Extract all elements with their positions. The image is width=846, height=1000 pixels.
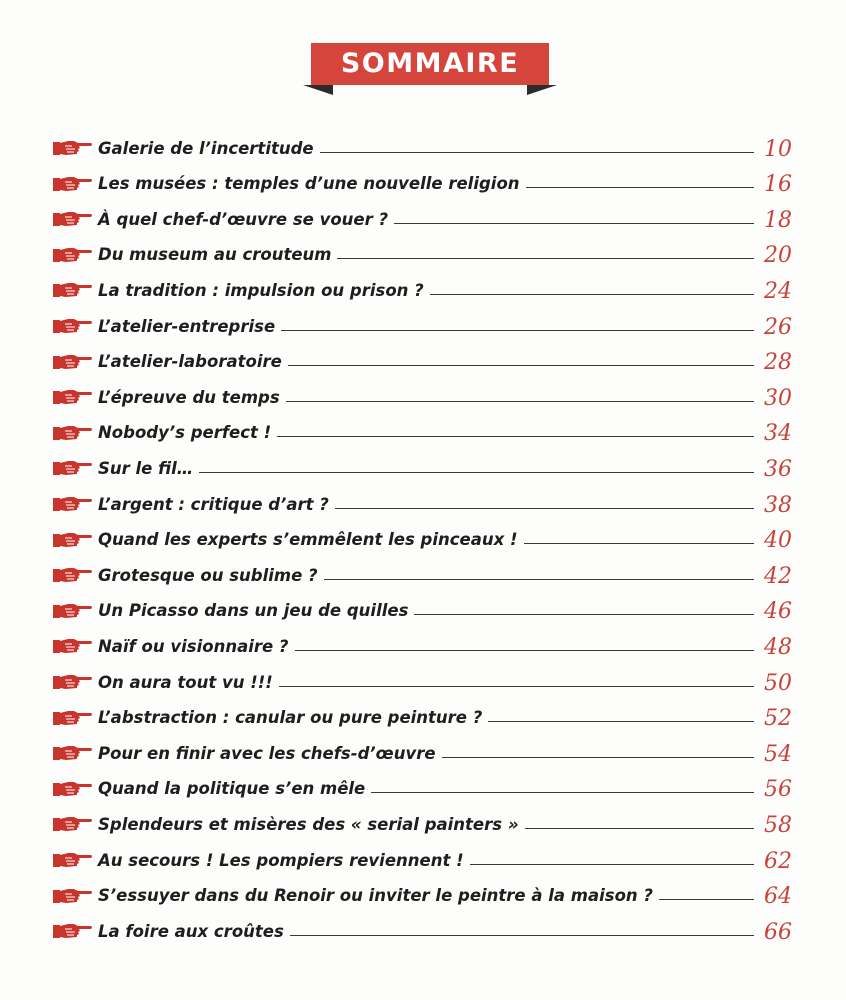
toc-leader-line — [659, 899, 754, 900]
toc-leader-line — [394, 223, 754, 224]
toc-leader-line — [286, 401, 754, 402]
toc-entry-title: Splendeurs et misères des « serial painters » — [98, 814, 519, 834]
toc-entry — [52, 846, 792, 874]
toc-entry — [52, 490, 792, 518]
toc-entry-title: Nobody’s perfect ! — [98, 423, 272, 443]
toc-leader-line — [290, 935, 754, 936]
toc-entry — [52, 134, 792, 162]
toc-entry-title: L’atelier-laboratoire — [98, 352, 282, 372]
pointing-hand-icon — [52, 529, 94, 549]
toc-page-number: 26 — [764, 314, 792, 340]
toc-entry — [52, 882, 792, 910]
toc-leader-line — [430, 294, 754, 295]
toc-page-number: 28 — [764, 350, 792, 376]
toc-entry — [52, 383, 792, 411]
pointing-hand-icon — [52, 279, 94, 299]
pointing-hand-icon — [52, 315, 94, 335]
toc-entry — [52, 704, 792, 732]
toc-entry-title: L’épreuve du temps — [98, 387, 280, 407]
pointing-hand-icon — [52, 564, 94, 584]
toc-page-number: 50 — [764, 670, 792, 696]
toc-entry — [52, 241, 792, 269]
toc-leader-line — [279, 686, 754, 687]
toc-entry — [52, 348, 792, 376]
toc-leader-line — [414, 614, 754, 615]
pointing-hand-icon — [52, 422, 94, 442]
toc-entry — [52, 419, 792, 447]
toc-page-number: 46 — [764, 599, 792, 625]
toc-entry-title: Naïf ou visionnaire ? — [98, 636, 289, 656]
pointing-hand-icon — [52, 457, 94, 477]
toc-entry-title: Grotesque ou sublime ? — [98, 565, 318, 585]
pointing-hand-icon — [52, 813, 94, 833]
toc-entry-title: La tradition : impulsion ou prison ? — [98, 280, 424, 300]
pointing-hand-icon — [52, 351, 94, 371]
toc-entry — [52, 170, 792, 198]
pointing-hand-icon — [52, 778, 94, 798]
toc-entry — [52, 917, 792, 945]
toc-page-number: 54 — [764, 741, 792, 767]
toc-entry-title: L’atelier-entreprise — [98, 316, 276, 336]
toc-entry — [52, 668, 792, 696]
toc-leader-line — [324, 579, 754, 580]
toc-leader-line — [281, 330, 754, 331]
toc-entry — [52, 205, 792, 233]
toc-leader-line — [442, 757, 754, 758]
toc-entry — [52, 810, 792, 838]
pointing-hand-icon — [52, 707, 94, 727]
toc-entry — [52, 561, 792, 589]
toc-entry-title: Du museum au crouteum — [98, 245, 332, 265]
toc-page-number: 20 — [764, 243, 792, 269]
pointing-hand-icon — [52, 742, 94, 762]
toc-entry-title: La foire aux croûtes — [98, 921, 284, 941]
toc-page-number: 36 — [764, 456, 792, 482]
toc-entry-title: S’essuyer dans du Renoir ou inviter le peintre à la maison ? — [98, 886, 653, 906]
pointing-hand-icon — [52, 137, 94, 157]
pointing-hand-icon — [52, 493, 94, 513]
toc-page-number: 56 — [764, 777, 792, 803]
toc-leader-line — [337, 258, 754, 259]
pointing-hand-icon — [52, 671, 94, 691]
pointing-hand-icon — [52, 849, 94, 869]
toc-page-number: 64 — [764, 884, 792, 910]
toc-page-number: 58 — [764, 812, 792, 838]
toc-page-number: 52 — [764, 706, 792, 732]
toc-entry — [52, 526, 792, 554]
toc-page-number: 40 — [764, 528, 792, 554]
toc-leader-line — [526, 187, 754, 188]
toc-page-number: 16 — [764, 172, 792, 198]
toc-entry — [52, 312, 792, 340]
toc-page-number: 42 — [764, 563, 792, 589]
toc-page-number: 48 — [764, 634, 792, 660]
toc-page-number: 38 — [764, 492, 792, 518]
toc-entry-title: L’abstraction : canular ou pure peinture ? — [98, 708, 483, 728]
toc-entry — [52, 276, 792, 304]
pointing-hand-icon — [52, 244, 94, 264]
toc-page-number: 24 — [764, 278, 792, 304]
toc-leader-line — [320, 152, 754, 153]
toc-entry-title: On aura tout vu !!! — [98, 672, 273, 692]
toc-entry — [52, 775, 792, 803]
toc-entry-title: Au secours ! Les pompiers reviennent ! — [98, 850, 464, 870]
toc-entry-title: Pour en finir avec les chefs-d’œuvre — [98, 743, 436, 763]
toc-page-number: 30 — [764, 385, 792, 411]
toc-leader-line — [470, 864, 754, 865]
toc-page-number: 18 — [764, 207, 792, 233]
toc-entry-title: Quand les experts s’emmêlent les pinceaux ! — [98, 530, 518, 550]
toc-entry-title: Les musées : temples d’une nouvelle religion — [98, 174, 520, 194]
toc-leader-line — [295, 650, 755, 651]
toc-page-number: 34 — [764, 421, 792, 447]
toc-entry-title: Sur le fil… — [98, 458, 194, 478]
pointing-hand-icon — [52, 386, 94, 406]
toc-entry-title: Un Picasso dans un jeu de quilles — [98, 601, 409, 621]
toc-entry-title: L’argent : critique d’art ? — [98, 494, 329, 514]
toc-entry-title: Quand la politique s’en mêle — [98, 779, 366, 799]
pointing-hand-icon — [52, 920, 94, 940]
toc-entry — [52, 454, 792, 482]
pointing-hand-icon — [52, 208, 94, 228]
toc-entry-title: À quel chef-d’œuvre se vouer ? — [98, 209, 389, 229]
pointing-hand-icon — [52, 173, 94, 193]
pointing-hand-icon — [52, 635, 94, 655]
toc-leader-line — [524, 543, 754, 544]
toc-leader-line — [371, 792, 754, 793]
toc-entry — [52, 597, 792, 625]
toc-leader-line — [335, 508, 754, 509]
toc-page-number: 10 — [764, 136, 792, 162]
pointing-hand-icon — [52, 600, 94, 620]
toc-leader-line — [488, 721, 754, 722]
toc-leader-line — [525, 828, 754, 829]
toc-entry-title: Galerie de l’incertitude — [98, 138, 314, 158]
toc-entry — [52, 739, 792, 767]
page-title: SOMMAIRE — [311, 43, 549, 85]
toc-leader-line — [199, 472, 754, 473]
toc-leader-line — [277, 436, 754, 437]
toc-entry — [52, 632, 792, 660]
toc-page-number: 62 — [764, 848, 792, 874]
toc-leader-line — [288, 365, 754, 366]
pointing-hand-icon — [52, 885, 94, 905]
toc-page-number: 66 — [764, 919, 792, 945]
